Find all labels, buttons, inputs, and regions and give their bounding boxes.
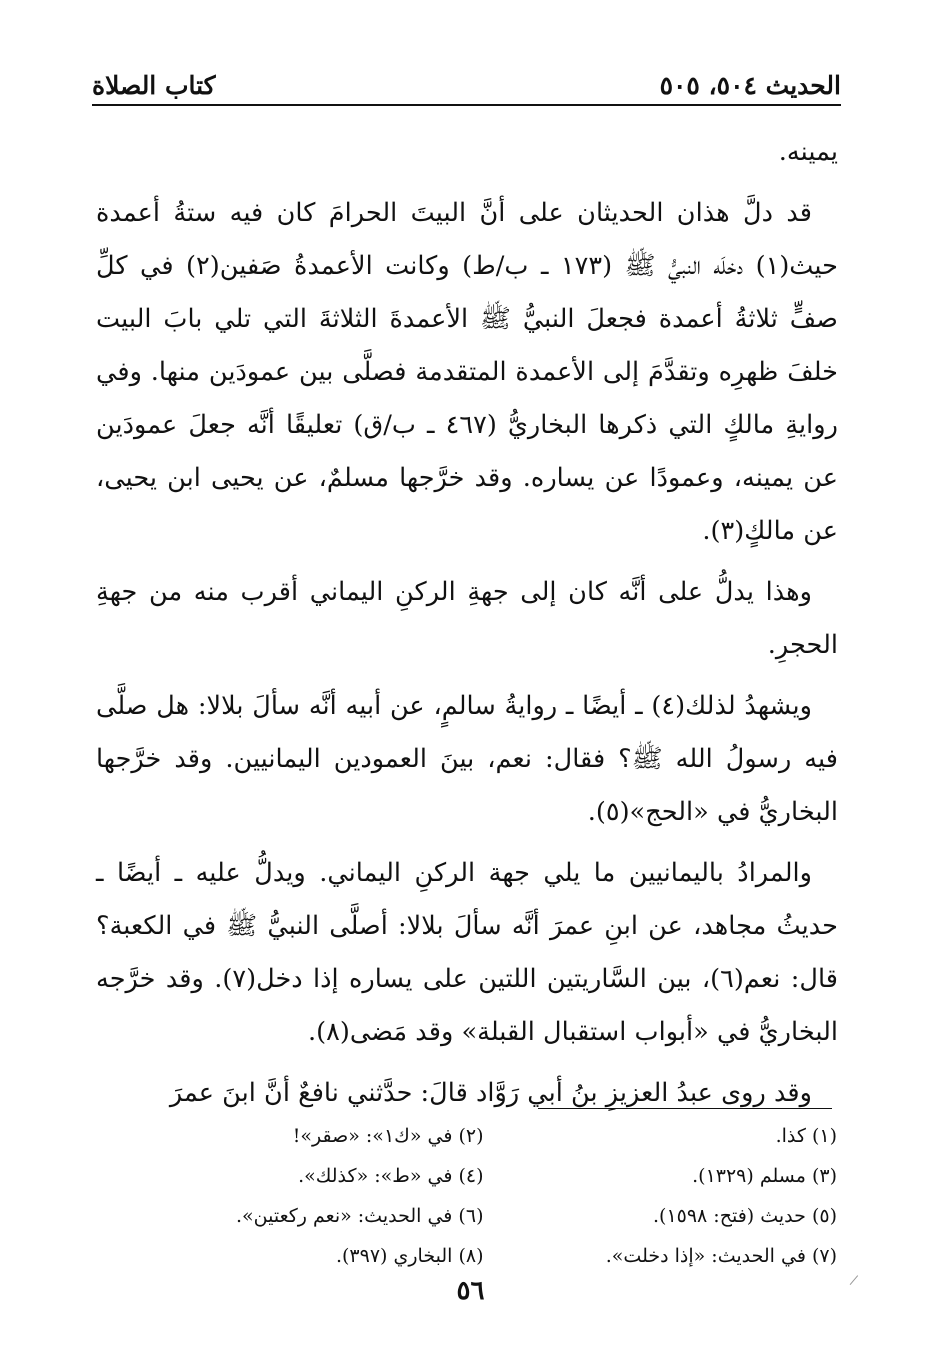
header-hadith-numbers: الحديث ٥٠٤، ٥٠٥ (659, 71, 841, 100)
footnote-7: (٧) في الحديث: «إذا دخلت». (605, 1245, 837, 1267)
header-book-title: كتاب الصلاة (92, 71, 216, 100)
footnote-2: (٢) في «ك١»: «صقر»! (292, 1125, 484, 1147)
running-header (92, 68, 841, 106)
footnote-8: (٨) البخاري (٣٩٧). (335, 1245, 484, 1267)
main-text (96, 126, 838, 1128)
footnote-3: (٣) مسلم (١٣٢٩). (692, 1165, 837, 1187)
page-number: ٥٦ (456, 1276, 485, 1306)
paragraph-yemeni-corner: وهذا يدلُّ على أنَّه كان إلى جهةِ الركنِ اليماني أقرب منه من جهةِ الحجرِ. (96, 577, 838, 660)
footnote-5: (٥) حديث (فتح: ١٥٩٨). (652, 1205, 837, 1227)
paragraph-mujahid-narration: والمرادُ باليمانيين ما يلي جهة الركنِ اليماني. ويدلُّ عليه ـ أيضًا ـ حديثُ مجاهد، عن ابنِ عمرَ أنَّه سألَ بلالا: أصلَّى النبيُّ ﷺ في الكعبة؟ قال: نعم(٦)، بين السَّاريتين اللتين على يساره إذا دخل(٧). وقد خرَّجه البخاريُّ في «أبواب استقبال القبلة» وقد مَضى(٨). (96, 858, 838, 1047)
footnote-divider (538, 1108, 832, 1109)
footnote-1: (١) كذا. (775, 1125, 837, 1147)
footnote-4: (٤) في «ط»: «كذلك». (298, 1165, 484, 1187)
paragraph-continuation: يمينه. (778, 137, 838, 167)
paragraph-abdulaziz-narration: وقد روى عبدُ العزيزِ بنُ أبي رَوَّاد قالَ: حدَّثني نافعٌ أنَّ ابنَ عمرَ (169, 1078, 812, 1108)
paragraph-salim-narration: ويشهدُ لذلك(٤) ـ أيضًا ـ روايةُ سالمٍ، عن أبيه أنَّه سألَ بلالا: هل صلَّى فيه رسولُ الله ﷺ؟ فقال: نعم، بينَ العمودين اليمانيين. وقد خرَّجها البخاريُّ في «الحج»(٥). (96, 691, 838, 827)
footnotes (170, 1118, 837, 1274)
paragraph-pillars: قد دلَّ هذان الحديثان على أنَّ البيتَ الحرامَ كان فيه ستةُ أعمدة حيث(١) دخلَه النبيُّ ﷺ (١٧٣ ـ ب/ط) وكانت الأعمدةُ صَفين(٢) في كلِّ صفٍّ ثلاثةُ أعمدة فجعلَ النبيُّ ﷺ الأعمدةَ الثلاثةَ التي تلي بابَ البيت خلفَ ظهرِه وتقدَّمَ إلى الأعمدة المتقدمة فصلَّى بين عمودَين منها. وفي روايةِ مالكٍ التي ذكرها البخاريُّ (٤٦٧ ـ ب/ق) تعليقًا أنَّه جعلَ عمودَين عن يمينه، وعمودًا عن يساره. وقد خرَّجها مسلمٌ، عن يحيى ابن يحيى، عن مالكٍ(٣). (96, 198, 838, 546)
footnote-6: (٦) في الحديث: «نعم ركعتين». (236, 1205, 484, 1227)
